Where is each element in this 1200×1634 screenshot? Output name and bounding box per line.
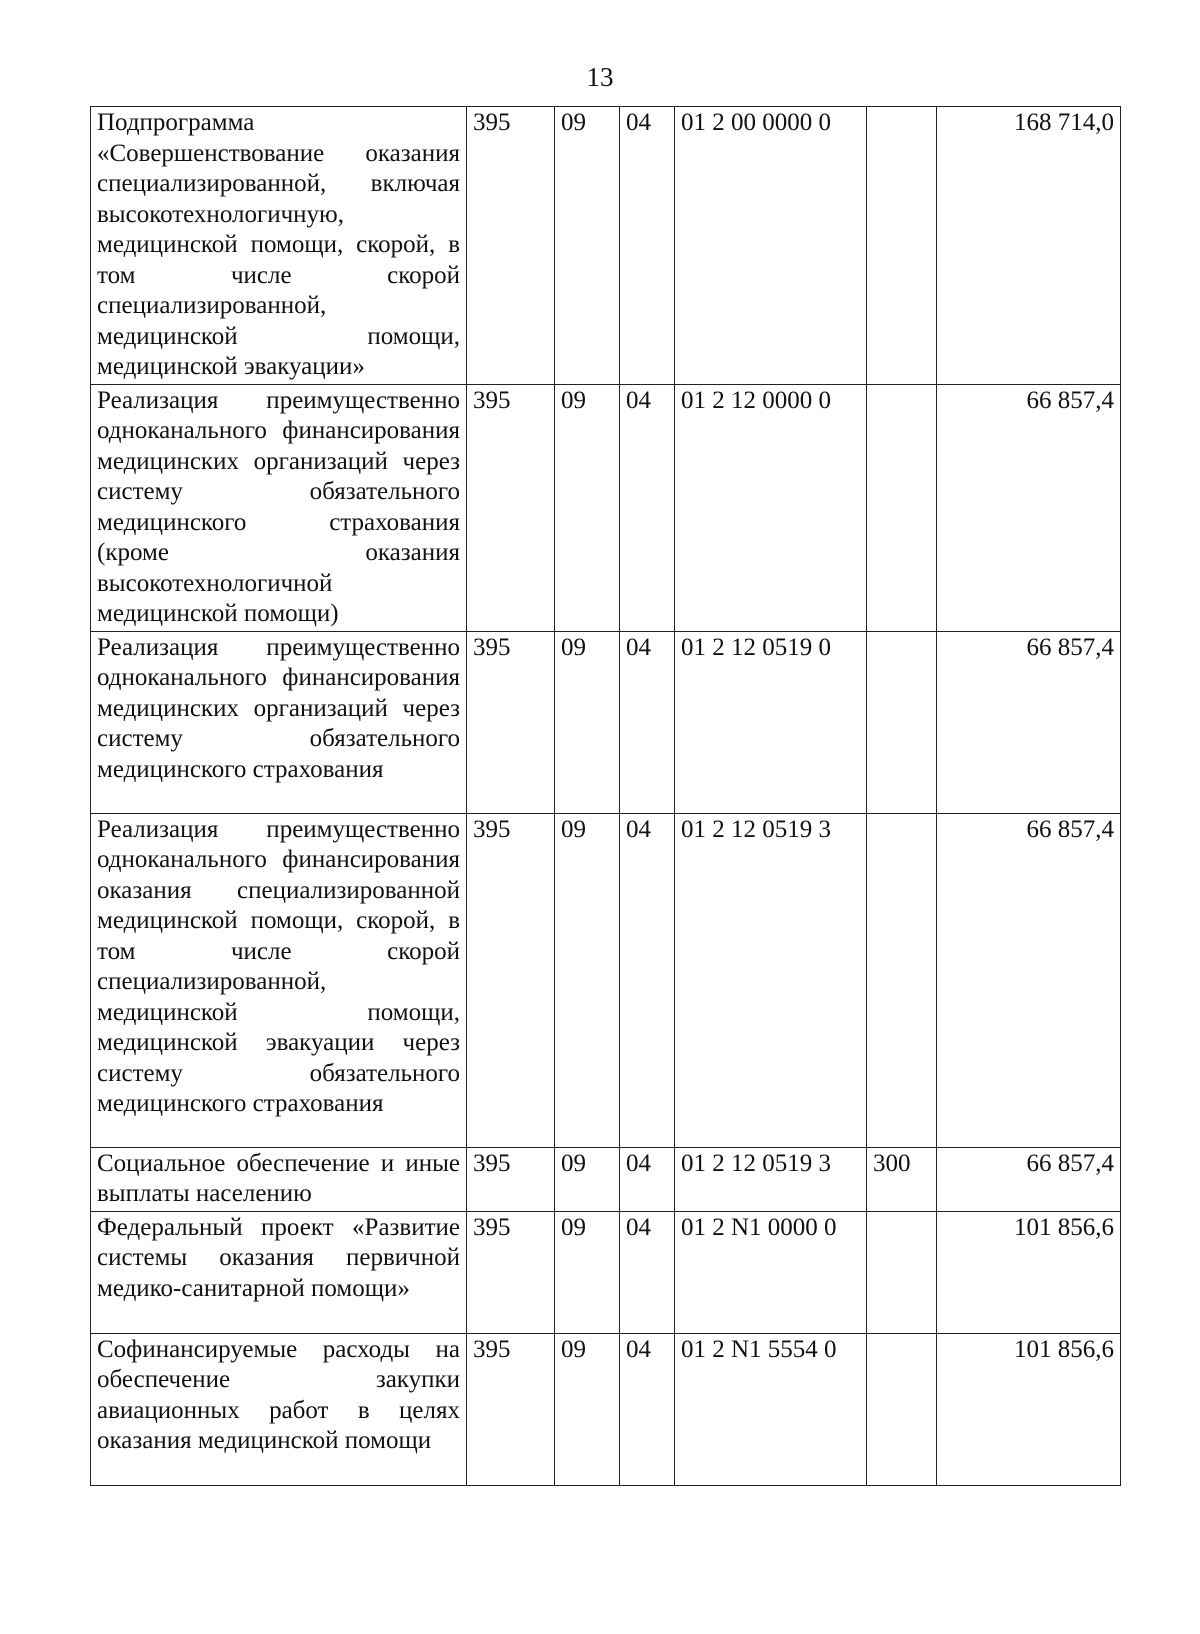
target-article-cell: 01 2 12 0519 3 [675, 813, 867, 1147]
amount-cell: 101 856,6 [937, 1333, 1121, 1485]
table-row [91, 107, 1121, 385]
amount-cell: 168 714,0 [937, 107, 1121, 385]
expense-type-cell [867, 107, 937, 385]
section-cell: 09 [555, 1333, 620, 1485]
target-article-cell: 01 2 12 0000 0 [675, 384, 867, 631]
expense-type-cell [867, 631, 937, 813]
section-cell: 09 [555, 813, 620, 1147]
expense-type-cell [867, 384, 937, 631]
amount-cell: 66 857,4 [937, 813, 1121, 1147]
table-row [91, 813, 1121, 1147]
table-row [91, 631, 1121, 813]
subsection-cell: 04 [620, 1147, 675, 1211]
grbs-cell: 395 [467, 384, 555, 631]
subsection-cell: 04 [620, 813, 675, 1147]
section-cell: 09 [555, 1211, 620, 1333]
section-cell: 09 [555, 107, 620, 385]
amount-cell: 66 857,4 [937, 1147, 1121, 1211]
section-cell: 09 [555, 1147, 620, 1211]
grbs-cell: 395 [467, 631, 555, 813]
row-name-cell: Софинансируемые расходы на обеспечение закупки авиационных работ в целях оказания медицинской помощи [91, 1333, 467, 1485]
grbs-cell: 395 [467, 107, 555, 385]
grbs-cell: 395 [467, 813, 555, 1147]
row-name-cell: Реализация преимущественно одноканального финансирования медицинских организаций через систему обязательного медицинского страхования [91, 631, 467, 813]
grbs-cell: 395 [467, 1333, 555, 1485]
target-article-cell: 01 2 12 0519 0 [675, 631, 867, 813]
amount-cell: 66 857,4 [937, 384, 1121, 631]
expense-type-cell [867, 1333, 937, 1485]
section-cell: 09 [555, 631, 620, 813]
budget-table [90, 106, 1121, 1486]
table-row [91, 384, 1121, 631]
page-number: 13 [586, 62, 614, 92]
row-name-cell: Подпрограмма «Совершенствование оказания специализированной, включая высокотехнологичную, медицинской помощи, скорой, в том числе скорой специализированной, медицинской помощи, медицинской эвакуации» [91, 107, 467, 385]
target-article-cell: 01 2 12 0519 3 [675, 1147, 867, 1211]
subsection-cell: 04 [620, 1333, 675, 1485]
grbs-cell: 395 [467, 1211, 555, 1333]
row-name-cell: Социальное обеспечение и иные выплаты населению [91, 1147, 467, 1211]
table-row [91, 1147, 1121, 1211]
grbs-cell: 395 [467, 1147, 555, 1211]
section-cell: 09 [555, 384, 620, 631]
table-row [91, 1333, 1121, 1485]
row-name-cell: Федеральный проект «Развитие системы оказания первичной медико-санитарной помощи» [91, 1211, 467, 1333]
target-article-cell: 01 2 N1 0000 0 [675, 1211, 867, 1333]
subsection-cell: 04 [620, 384, 675, 631]
amount-cell: 101 856,6 [937, 1211, 1121, 1333]
amount-cell: 66 857,4 [937, 631, 1121, 813]
row-name-cell: Реализация преимущественно одноканального финансирования оказания специализированной медицинской помощи, скорой, в том числе скорой специализированной, медицинской помощи, медицинской эвакуации через систему обязательного медицинского страхования [91, 813, 467, 1147]
subsection-cell: 04 [620, 107, 675, 385]
subsection-cell: 04 [620, 631, 675, 813]
target-article-cell: 01 2 N1 5554 0 [675, 1333, 867, 1485]
target-article-cell: 01 2 00 0000 0 [675, 107, 867, 385]
expense-type-cell [867, 1211, 937, 1333]
expense-type-cell: 300 [867, 1147, 937, 1211]
table-row [91, 1211, 1121, 1333]
subsection-cell: 04 [620, 1211, 675, 1333]
row-name-cell: Реализация преимущественно одноканального финансирования медицинских организаций через систему обязательного медицинского страхования (кроме оказания высокотехнологичной медицинской помощи) [91, 384, 467, 631]
expense-type-cell [867, 813, 937, 1147]
